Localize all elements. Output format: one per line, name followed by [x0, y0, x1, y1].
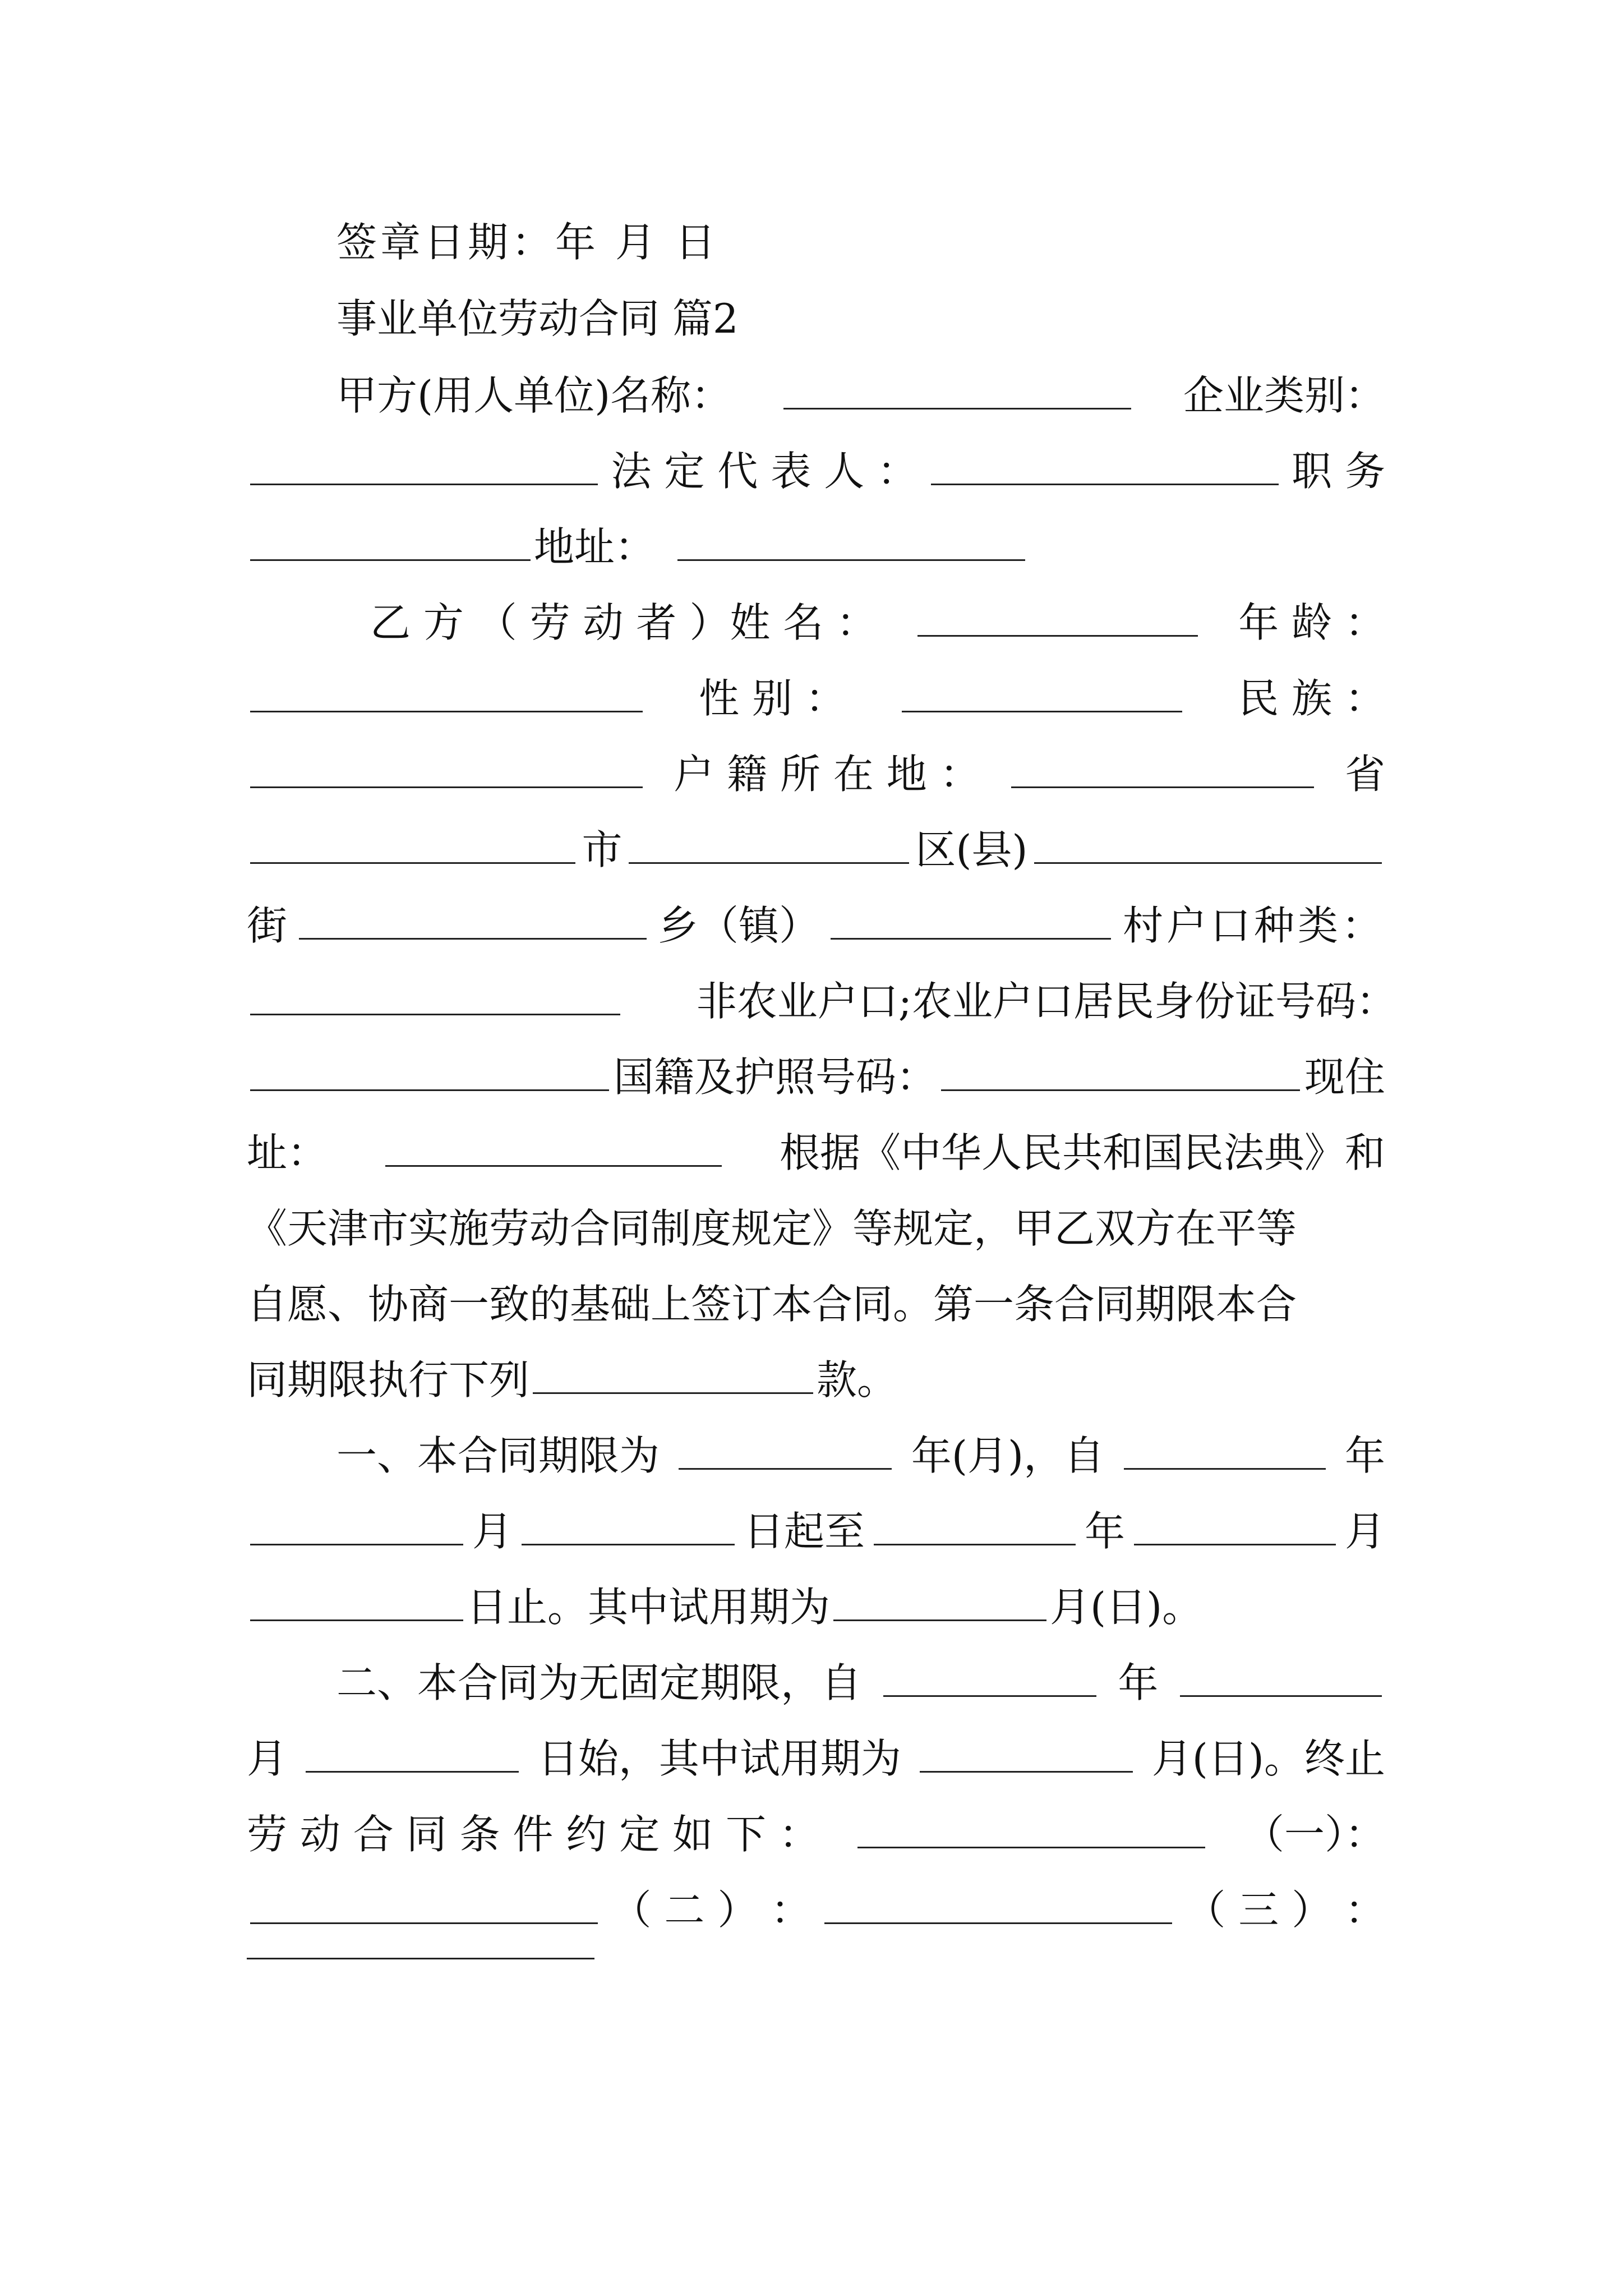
text-segment: 区(县): [915, 826, 1028, 873]
text-segment: 非农业户口;农业户口居民身份证号码：: [696, 978, 1396, 1025]
blank-field[interactable]: [250, 711, 643, 712]
fixed-term-line: [336, 1428, 1385, 1484]
household-registration-line: [247, 746, 1385, 802]
city-district-line: [247, 822, 1385, 878]
text-segment: 款。: [817, 1356, 898, 1404]
blank-field[interactable]: [522, 1544, 735, 1545]
text-segment: 根据《中华人民共和国民法典》和: [779, 1129, 1385, 1176]
probation-line: [247, 1579, 1385, 1635]
text-segment: 签章日期：年 月 日: [336, 219, 719, 266]
blank-field[interactable]: [1134, 1544, 1336, 1545]
legal-rep-line: [247, 443, 1385, 499]
text-segment: 甲方(用人单位)名称：: [336, 372, 732, 419]
blank-field[interactable]: [1011, 786, 1314, 788]
text-segment: 市: [582, 826, 623, 873]
text-segment: （ 二 ） ：: [611, 1887, 811, 1934]
blank-field[interactable]: [1180, 1695, 1382, 1697]
text-segment: 省: [1344, 751, 1385, 798]
blank-field[interactable]: [385, 1165, 722, 1167]
text-segment: 年: [1118, 1659, 1159, 1706]
text-segment: 乙 方 （ 劳 动 者 ）姓 名 ：: [370, 599, 877, 646]
passport-line: [247, 1049, 1385, 1105]
blank-field[interactable]: [902, 711, 1182, 712]
text-segment: 劳 动 合 同 条 件 约 定 如 下 ：: [247, 1811, 819, 1858]
blank-field[interactable]: [250, 1619, 463, 1621]
text-segment: 国籍及护照号码：: [613, 1053, 937, 1101]
blank-field[interactable]: [917, 635, 1198, 637]
text-segment: 民 族 ：: [1238, 675, 1385, 722]
text-segment: 月(日)。终止: [1151, 1735, 1385, 1782]
blank-field[interactable]: [250, 1922, 598, 1924]
party-b-name-line: [370, 595, 1385, 651]
id-number-line: [247, 973, 1396, 1029]
text-segment: 址：: [247, 1129, 328, 1176]
text-segment: 二、本合同为无固定期限，自: [336, 1659, 862, 1706]
blank-field[interactable]: [250, 862, 575, 864]
text-segment: 《天津市实施劳动合同制度规定》等规定，甲乙双方在平等: [247, 1205, 1297, 1252]
text-segment: 街: [247, 902, 288, 949]
blank-field[interactable]: [250, 1089, 609, 1091]
fixed-term-dates-line: [247, 1503, 1385, 1559]
blank-field[interactable]: [941, 1089, 1300, 1091]
text-segment: 日止。其中试用期为: [467, 1584, 831, 1631]
blank-field[interactable]: [833, 1619, 1046, 1621]
text-segment: 企业类别：: [1183, 372, 1385, 419]
text-segment: 乡（镇）: [657, 902, 819, 949]
body-text-line: [247, 1276, 1385, 1332]
blank-field[interactable]: [250, 1014, 620, 1015]
section-heading: [336, 291, 1475, 347]
blank-field[interactable]: [831, 938, 1111, 940]
text-segment: 村户口种类：: [1122, 902, 1385, 949]
open-term-line: [336, 1655, 1385, 1711]
signature-date-line: [336, 214, 1475, 270]
blank-field[interactable]: [250, 559, 531, 561]
blank-field[interactable]: [783, 408, 1131, 409]
open-term-probation-line: [247, 1731, 1385, 1787]
blank-field[interactable]: [931, 484, 1279, 485]
text-segment: 年: [1084, 1508, 1125, 1555]
blank-field[interactable]: [629, 862, 909, 864]
text-segment: 事业单位劳动合同 篇2: [336, 295, 739, 342]
text-segment: 月: [247, 1735, 288, 1782]
blank-field[interactable]: [299, 938, 647, 940]
street-town-line: [247, 898, 1385, 954]
text-segment: 同期限执行下列: [247, 1356, 530, 1404]
blank-field[interactable]: [1034, 862, 1382, 864]
address-line: [247, 519, 1385, 575]
text-segment: 年 龄 ：: [1238, 599, 1385, 646]
party-a-name-line: [336, 367, 1385, 424]
contract-term-option-line: [247, 1352, 1385, 1408]
blank-field[interactable]: [883, 1695, 1096, 1697]
text-segment: 一、本合同期限为: [336, 1432, 660, 1479]
text-segment: 日起至: [743, 1508, 865, 1555]
text-segment: 法 定 代 表 人 ：: [611, 448, 917, 495]
termination-items-line: [247, 1882, 1385, 1938]
blank-field[interactable]: [250, 484, 598, 485]
blank-field[interactable]: [533, 1392, 813, 1394]
blank-field[interactable]: [250, 1544, 463, 1545]
text-segment: 户 籍 所 在 地 ：: [674, 751, 980, 798]
gender-ethnicity-line: [247, 670, 1385, 726]
blank-field[interactable]: [306, 1771, 519, 1773]
trailing-blank-line: [247, 1958, 1385, 2014]
termination-conditions-line: [247, 1806, 1385, 1862]
blank-field[interactable]: [920, 1771, 1133, 1773]
text-segment: 月(日)。: [1050, 1584, 1203, 1631]
blank-field[interactable]: [857, 1847, 1205, 1848]
text-segment: 年(月)，自: [911, 1432, 1105, 1479]
current-address-line: [247, 1125, 1385, 1181]
blank-field[interactable]: [824, 1922, 1172, 1924]
text-segment: （一）：: [1243, 1811, 1385, 1858]
body-text-line: [247, 1200, 1385, 1257]
blank-field[interactable]: [247, 1958, 594, 1959]
text-segment: 月: [1344, 1508, 1385, 1555]
text-segment: 日始，其中试用期为: [537, 1735, 901, 1782]
text-segment: 职 务: [1292, 448, 1385, 495]
text-segment: （ 三 ） ：: [1185, 1887, 1385, 1934]
blank-field[interactable]: [874, 1544, 1076, 1545]
blank-field[interactable]: [250, 786, 643, 788]
text-segment: 地址：: [534, 523, 656, 570]
text-segment: 月: [472, 1508, 513, 1555]
blank-field[interactable]: [679, 1468, 892, 1470]
text-segment: 年: [1344, 1432, 1385, 1479]
text-segment: 自愿、协商一致的基础上签订本合同。第一条合同期限本合: [247, 1281, 1297, 1328]
blank-field[interactable]: [677, 559, 1025, 561]
blank-field[interactable]: [1124, 1468, 1326, 1470]
text-segment: 现住: [1304, 1053, 1385, 1101]
text-segment: 性 别 ：: [699, 675, 846, 722]
